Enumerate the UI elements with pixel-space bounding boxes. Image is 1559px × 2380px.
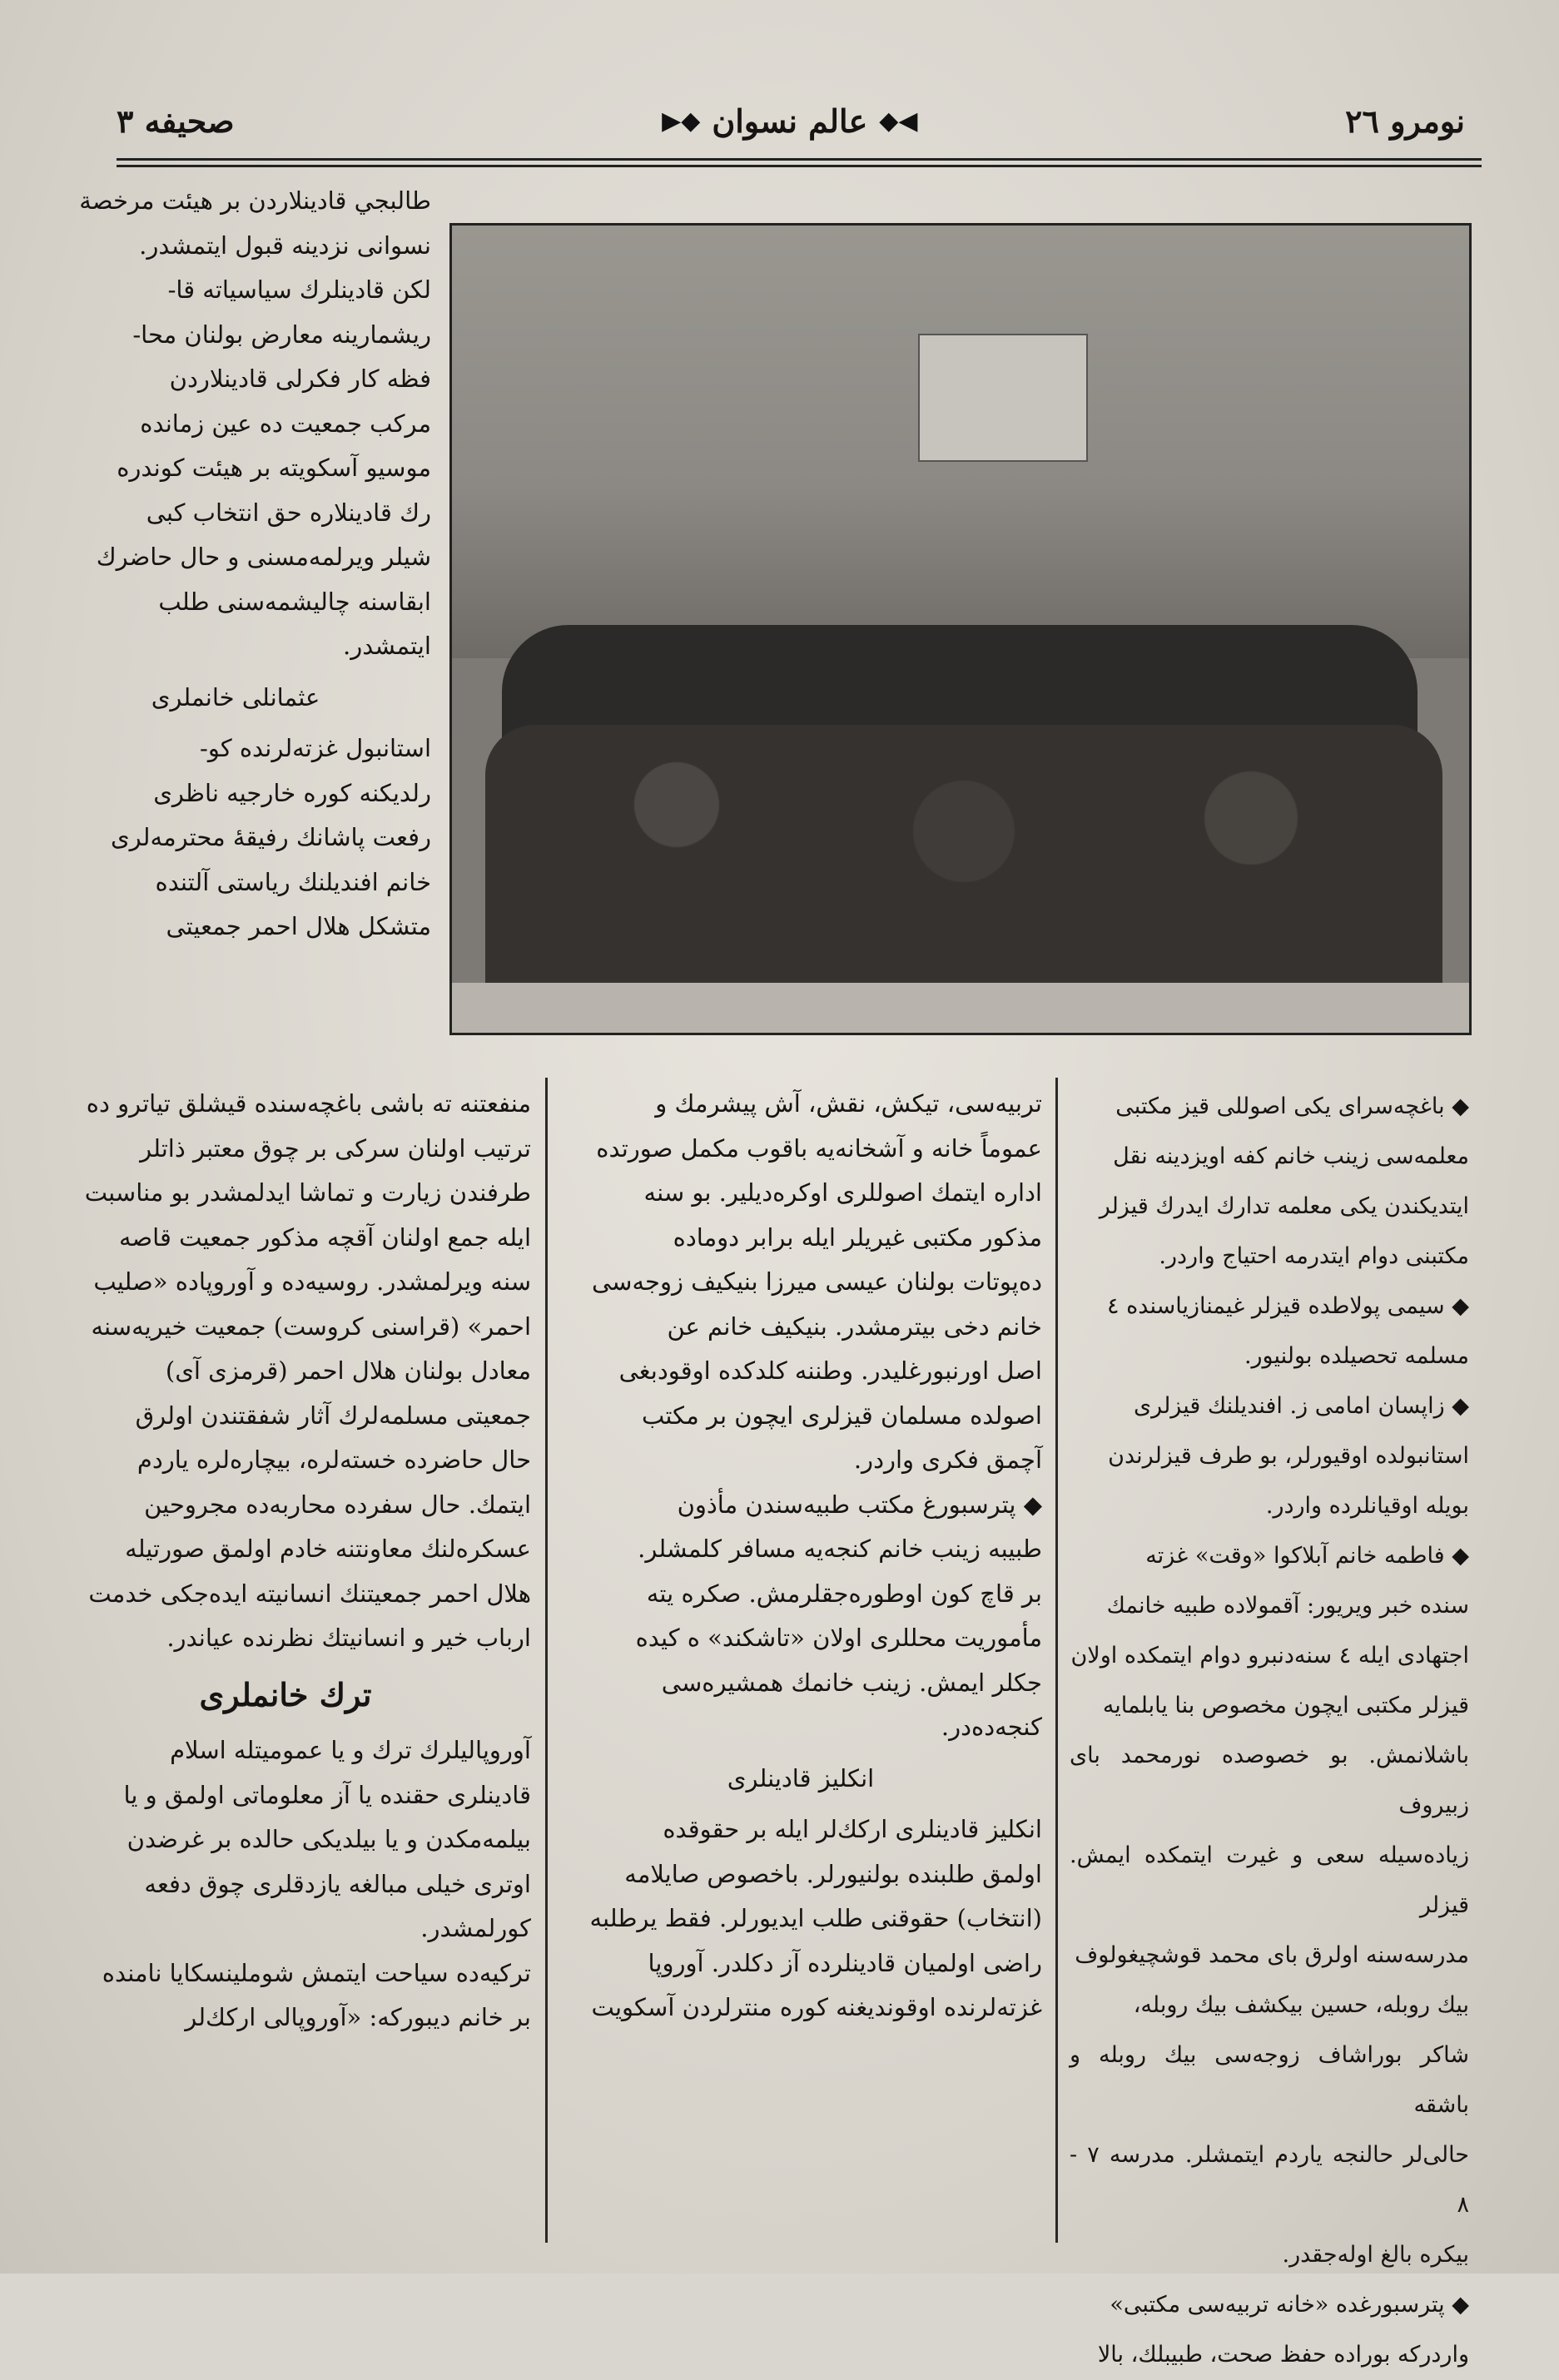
column-middle — [559, 1082, 1042, 2247]
text-line: اجتهادى ايله ٤ سنه‌دنبرو دوام ايتمكده اولان — [1070, 1643, 1469, 1668]
text-line: حال حاضرده خسته‌لره، بيچاره‌لره ياردم — [137, 1445, 531, 1474]
text-line: ◆ فاطمه خانم آبلاكوا «وقت» غزته — [1145, 1543, 1469, 1569]
group-photograph — [449, 223, 1472, 1035]
issue-number: نومرو ٢٦ — [1345, 102, 1465, 140]
text-line: جمعيتى مسلمه‌لرك آثار شفقتندن اولرق — [135, 1401, 531, 1430]
text-line: تربيه‌سى، تيكش، نقش، آش پيشرمك و — [655, 1089, 1042, 1118]
masthead — [662, 102, 917, 140]
text-line: قادينلرى حقنده يا آز معلوماتى اولمق و يا — [123, 1780, 531, 1809]
text-line: ترتيب اولنان سركى بر چوق معتبر ذاتلر — [140, 1133, 531, 1163]
column-divider-1 — [545, 1078, 548, 2243]
text-line: ايتمك. حال سفرده محاربه‌ده مجروحين — [144, 1490, 531, 1519]
text-line: تركيه‌ده سياحت ايتمش شوملينسكايا نامنده — [102, 1958, 531, 1987]
text-line: راضى اولميان قادينلرده آز دكلدر. آوروپا — [648, 1948, 1042, 1977]
text-line: مسلمه تحصيلده بولنيور. — [1244, 1343, 1469, 1369]
text-line: بويله اوقيانلرده واردر. — [1265, 1493, 1469, 1519]
text-line: استانبول غزته‌لرنده كو- — [200, 734, 431, 762]
text-line: معادل بولنان هلال احمر (قرمزى آى) — [165, 1356, 531, 1385]
text-line: شاكر بوراشاف زوجه‌سى بيك روبله و باشقه — [1070, 2042, 1469, 2118]
newspaper-title: عالم نسوان — [712, 102, 868, 140]
text-line: حالى‌لر حالنجه ياردم ايتمشلر. مدرسه ٧ - ٨ — [1070, 2142, 1469, 2218]
text-line: رفعت پاشانك رفيقۀ محترمه‌لرى — [110, 823, 431, 851]
text-line: كنجه‌ده‌در. — [941, 1713, 1042, 1741]
text-line: بيلمه‌مكدن و يا بيلديكى حالده بر غرضدن — [127, 1825, 531, 1853]
text-line: موسيو آسكويته بر هيئت كوندره — [117, 454, 431, 482]
text-line: مدرسه‌سنه اولرق باى محمد قوشچيغولوف — [1075, 1942, 1469, 1968]
text-line: ◆ سيمى پولاطده قيزلر غيمنازياسنده ٤ — [1107, 1293, 1469, 1319]
text-line: عموماً خانه و آشخانه‌يه باقوب مكمل صورتده — [596, 1133, 1042, 1163]
text-line: آوروپاليلرك ترك و يا عموميتله اسلام — [170, 1736, 531, 1764]
text-line: ابقاسنه چاليشمه‌سنى طلب — [158, 587, 431, 616]
page-header — [117, 92, 1465, 150]
text-line: ◆ پترسبورغده «خانه تربيه‌سى مكتبى» — [1110, 2292, 1469, 2318]
text-line: غزته‌لرنده اوقونديغنه كوره منترلردن آسكويت — [591, 1993, 1042, 2021]
text-line: معلمه‌سى زينب خانم كفه اويزدينه نقل — [1113, 1143, 1469, 1169]
text-line: انكليز قادينلرى اركك‌لر ايله بر حقوقده — [663, 1815, 1042, 1843]
text-line: سنده خبر ويريور: آقمولاده طبيه خانمك — [1106, 1593, 1469, 1619]
ornament-left-icon: ◆▶ — [662, 106, 701, 136]
text-line: طبيبه زينب خانم كنجه‌يه مسافر كلمشلر. — [638, 1535, 1042, 1563]
text-line: استانبولده اوقيورلر، بو طرف قيزلرندن — [1108, 1443, 1469, 1469]
text-line: آچمق فكرى واردر. — [853, 1445, 1042, 1474]
text-line: كورلمشدر. — [420, 1914, 531, 1942]
text-line: بر قاچ كون اوطوره‌جقلرمش. صكره يته — [646, 1579, 1042, 1608]
text-line: واردركه بوراده حفظ صحت، طبيبلك، بالا — [1097, 2342, 1469, 2368]
text-line: بيك روبله، حسين بيكشف بيك روبله، — [1133, 1992, 1469, 2018]
text-line: بر خانم ديبوركه: «آوروپالى اركك‌لر — [185, 2003, 531, 2031]
text-line: اولمق طلبنده بولنيورلر. باخصوص صايلامه — [624, 1859, 1042, 1888]
text-line: احمر» (قراسنى كروست) جمعيت خيريه‌سنه — [91, 1311, 531, 1341]
text-line: ده‌پوتات بولنان عيسى ميرزا بنيكيف زوجه‌سى — [592, 1267, 1042, 1296]
text-line: متشكل هلال احمر جمعيتى — [166, 912, 431, 940]
column-right-lower — [1070, 1082, 1469, 2368]
photo-students-rows — [485, 725, 1442, 991]
text-line: شيلر ويرلمه‌مسنى و حال حاضرك — [96, 543, 431, 571]
text-line: اصولده مسلمان قيزلرى ايچون بر مكتب — [641, 1401, 1042, 1430]
header-rule-top — [117, 158, 1482, 161]
text-line: مركب جمعيت ده عين زمانده — [140, 409, 431, 438]
photo-blackboard — [918, 334, 1088, 462]
text-line: طالبجي قادينلاردن بر هيئت مرخصة — [79, 186, 431, 215]
text-line: ◆ زاپسان امامى ز. افنديلنك قيزلرى — [1134, 1393, 1469, 1419]
text-line: زياده‌سيله سعى و غيرت ايتمكده ايمش. قيزلر — [1070, 1842, 1469, 1918]
text-line: لكن قادينلرك سياسياته قا- — [167, 275, 431, 304]
text-line: باشلانمش. بو خصوصده نورمحمد باى زبيروف — [1070, 1743, 1469, 1818]
heading-ottoman-women: عثمانلى خانملرى — [151, 682, 320, 712]
text-line: ايتديكندن يكى معلمه تدارك ايدرك قيزلر — [1099, 1193, 1469, 1219]
text-line: مذكور مكتبى غيريلر ايله برابر دوماده — [673, 1222, 1042, 1252]
text-line: منفعتنه ته باشى باغچه‌سنده قيشلق تياترو ده — [86, 1089, 531, 1118]
text-line: خانم افنديلنك رياستى آلتنده — [155, 867, 431, 896]
text-line: بيكره بالغ اوله‌جقدر. — [1282, 2242, 1469, 2268]
text-line: فظه كار فكرلى قادينلاردن — [169, 364, 431, 393]
text-line: اصل اورنبورغليدر. وطننه كلدكده اوقودبغى — [618, 1356, 1042, 1385]
text-line: ايله جمع اولنان آقچه مذكور جمعيت قاصه — [118, 1222, 531, 1252]
header-rule-bottom — [117, 165, 1482, 167]
text-line: اوترى خيلى مبالغه يازدقلرى چوق دفعه — [144, 1869, 531, 1898]
text-line: جكلر ايمش. زينب خانمك همشيره‌سى — [661, 1668, 1042, 1697]
text-line: (انتخاب) حقوقنى طلب ايديورلر. فقط يرطلبه — [589, 1904, 1042, 1932]
text-line: سنه ويرلمشدر. روسيه‌ده و آوروپاده «صليب — [93, 1267, 531, 1296]
heading-turkish-women: ترك خانملرى — [199, 1675, 372, 1713]
text-line: اداره ايتمك اصوللرى اوكره‌ديلير. بو سنه — [643, 1178, 1042, 1207]
text-line: ارباب خير و انسانيتك نظرنده عياندر. — [166, 1624, 531, 1652]
text-line: ايتمشدر. — [343, 632, 431, 660]
column-divider-2 — [1055, 1078, 1058, 2243]
text-line: عسكره‌لنك معاونتنه خادم اولمق صورتيله — [125, 1535, 531, 1563]
photo-floor — [452, 983, 1469, 1033]
text-line: طرفندن زيارت و تماشا ايدلمشدر بو مناسبت — [84, 1178, 531, 1207]
text-line: هلال احمر جمعيتنك انسانيته ايده‌جكى خدمت — [88, 1579, 531, 1608]
text-line: مأموريت محللرى اولان «تاشكند» ه كيده — [635, 1624, 1042, 1652]
text-line: مكتبنى دوام ايتدرمه احتياج واردر. — [1159, 1243, 1469, 1269]
text-line: رلديكنه كوره خارجيه ناظرى — [153, 778, 431, 807]
text-line: قيزلر مكتبى ايچون مخصوص بنا يابلمايه — [1102, 1693, 1469, 1718]
page-number: صحيفه ٣ — [117, 102, 235, 140]
heading-english-women: انكليز قادينلرى — [727, 1763, 875, 1792]
text-line: ◆ باغچه‌سراى يكى اصوللى قيز مكتبى — [1115, 1093, 1469, 1119]
text-line: ريشمارينه معارض بولنان محا- — [132, 320, 431, 349]
text-line: رك قادينلاره حق انتخاب كبى — [146, 498, 431, 527]
ornament-right-icon: ◀◆ — [879, 106, 918, 136]
text-line: نسوانى نزدينه قبول ايتمشدر. — [139, 231, 431, 260]
column-top-narrow — [40, 179, 431, 1036]
column-left-lower — [40, 1082, 531, 2247]
text-line: ◆ پترسبورغ مكتب طبيه‌سندن مأذون — [677, 1490, 1042, 1519]
text-line: خانم دخى بيترمشدر. بنيكيف خانم عن — [667, 1311, 1042, 1341]
